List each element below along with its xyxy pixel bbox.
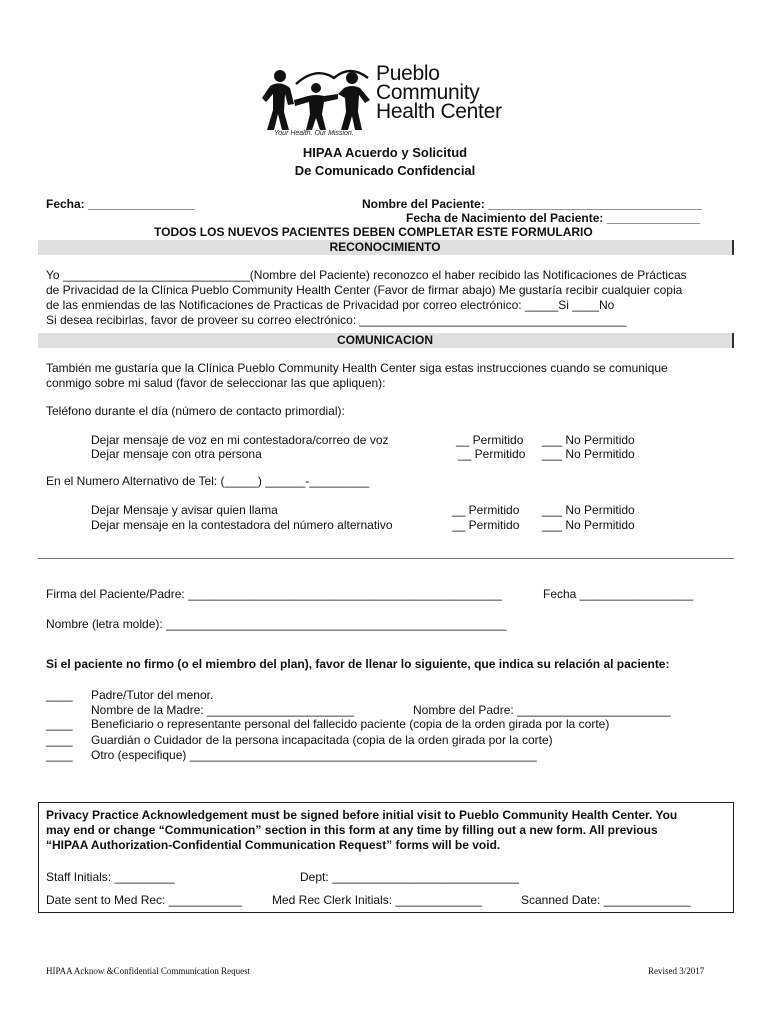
other-specify-field[interactable]: Otro (especifique) ____________________________________________________ [91, 748, 537, 762]
signature-date-field[interactable]: Fecha _________________ [543, 587, 694, 601]
no-permitido-option[interactable]: ___ No Permitido [542, 503, 635, 517]
relationship-blank[interactable]: ____ [46, 733, 73, 747]
relationship-option: Padre/Tutor del menor. [91, 688, 214, 702]
birthdate-field[interactable]: Fecha de Nacimiento del Paciente: ______________ [406, 211, 701, 225]
staff-initials-field[interactable]: Staff Initials: _________ [46, 870, 175, 884]
footer-form-name: HIPAA Acknow &Confidential Communication Request [46, 966, 251, 976]
permitido-option[interactable]: __ Permitido [456, 433, 524, 447]
privacy-notice-line: Privacy Practice Acknowledgement must be signed before initial visit to Pueblo Community Health Center. You [46, 808, 678, 822]
dept-field[interactable]: Dept: ____________________________ [300, 870, 519, 884]
signature-field[interactable]: Firma del Paciente/Padre: _______________________________________________ [46, 587, 502, 601]
date-sent-field[interactable]: Date sent to Med Rec: ___________ [46, 893, 243, 907]
form-title-line-1: HIPAA Acuerdo y Solicitud [302, 145, 468, 160]
comunicacion-intro: conmigo sobre mi salud (favor de seleccionar las que apliquen): [46, 376, 386, 390]
relationship-heading: Si el paciente no firmo (o el miembro del plan), favor de llenar lo siguiente, que indica su relación al paciente: [46, 657, 670, 671]
reconocimiento-line: de las enmiendas de las Notificaciones de Practicas de Privacidad por correo electrónico: _____Si ____No [46, 298, 615, 312]
alterno-option-label: Dejar mensaje en la contestadora del número alternativo [91, 518, 393, 532]
comunicacion-heading: COMUNICACION [38, 333, 734, 348]
telefono-option-label: Dejar mensaje de voz en mi contestadora/correo de voz [91, 433, 389, 447]
logo-line-1: Pueblo [376, 62, 440, 85]
section-divider [38, 558, 734, 559]
pchc-logo [258, 64, 518, 144]
logo-line-2: Community [376, 81, 480, 104]
clerk-initials-field[interactable]: Med Rec Clerk Initials: _____________ [272, 893, 483, 907]
footer-revision: Revised 3/2017 [648, 966, 705, 976]
logo-line-3: Health Center [376, 100, 502, 123]
relationship-blank[interactable]: ____ [46, 717, 73, 731]
reconocimiento-line: Si desea recibirlas, favor de proveer su correo electrónico: ________________________________________ [46, 313, 627, 327]
relationship-blank[interactable]: ____ [46, 748, 73, 762]
relationship-blank[interactable]: ____ [46, 688, 73, 702]
permitido-option[interactable]: __ Permitido [452, 518, 520, 532]
permitido-option[interactable]: __ Permitido [452, 503, 520, 517]
alternate-phone-field[interactable]: En el Numero Alternativo de Tel: (_____) ______-_________ [46, 474, 370, 488]
fecha-field[interactable]: Fecha: ________________ [46, 197, 195, 211]
no-permitido-option[interactable]: ___ No Permitido [542, 433, 635, 447]
comunicacion-intro: También me gustaría que la Clínica Pueblo Community Health Center siga estas instrucciones cuando se comunique [46, 361, 668, 375]
privacy-notice-line: may end or change “Communication” section in this form at any time by filling out a new form. All previous [46, 823, 658, 837]
reconocimiento-line: de Privacidad de la Clínica Pueblo Community Health Center (Favor de firmar abajo) Me gustaría recibir cualquier copia [46, 283, 683, 297]
patient-name-field[interactable]: Nombre del Paciente: ________________________________ [362, 197, 702, 211]
reconocimiento-heading: RECONOCIMIENTO [38, 240, 734, 255]
permitido-option[interactable]: __ Permitido [458, 447, 526, 461]
scanned-date-field[interactable]: Scanned Date: _____________ [521, 893, 691, 907]
printed-name-field[interactable]: Nombre (letra molde): ___________________________________________________ [46, 617, 507, 631]
all-new-patients-notice: TODOS LOS NUEVOS PACIENTES DEBEN COMPLETAR ESTE FORMULARIO [154, 225, 593, 239]
logo-name [376, 64, 502, 121]
privacy-notice-line: “HIPAA Authorization-Confidential Communication Request” forms will be void. [46, 838, 501, 852]
mother-name-field[interactable]: Nombre de la Madre: ______________________ [91, 703, 354, 717]
father-name-field[interactable]: Nombre del Padre: _______________________ [413, 703, 671, 717]
telefono-label: Teléfono durante el día (número de contacto primordial): [46, 404, 345, 418]
form-title-line-2: De Comunicado Confidencial [294, 163, 476, 178]
no-permitido-option[interactable]: ___ No Permitido [542, 518, 635, 532]
reconocimiento-line: Yo ____________________________(Nombre del Paciente) reconozco el haber recibido las Notificaciones de Prácticas [46, 268, 687, 282]
relationship-option: Beneficiario o representante personal del fallecido paciente (copia de la orden girada por la corte) [91, 717, 610, 731]
relationship-option: Guardián o Cuidador de la persona incapacitada (copia de la orden girada por la corte) [91, 733, 553, 747]
family-figures-icon [258, 64, 376, 130]
alterno-option-label: Dejar Mensaje y avisar quien llama [91, 503, 278, 517]
no-permitido-option[interactable]: ___ No Permitido [542, 447, 635, 461]
logo-tagline: Your Health. Our Mission. [274, 130, 354, 137]
telefono-option-label: Dejar mensaje con otra persona [91, 447, 262, 461]
